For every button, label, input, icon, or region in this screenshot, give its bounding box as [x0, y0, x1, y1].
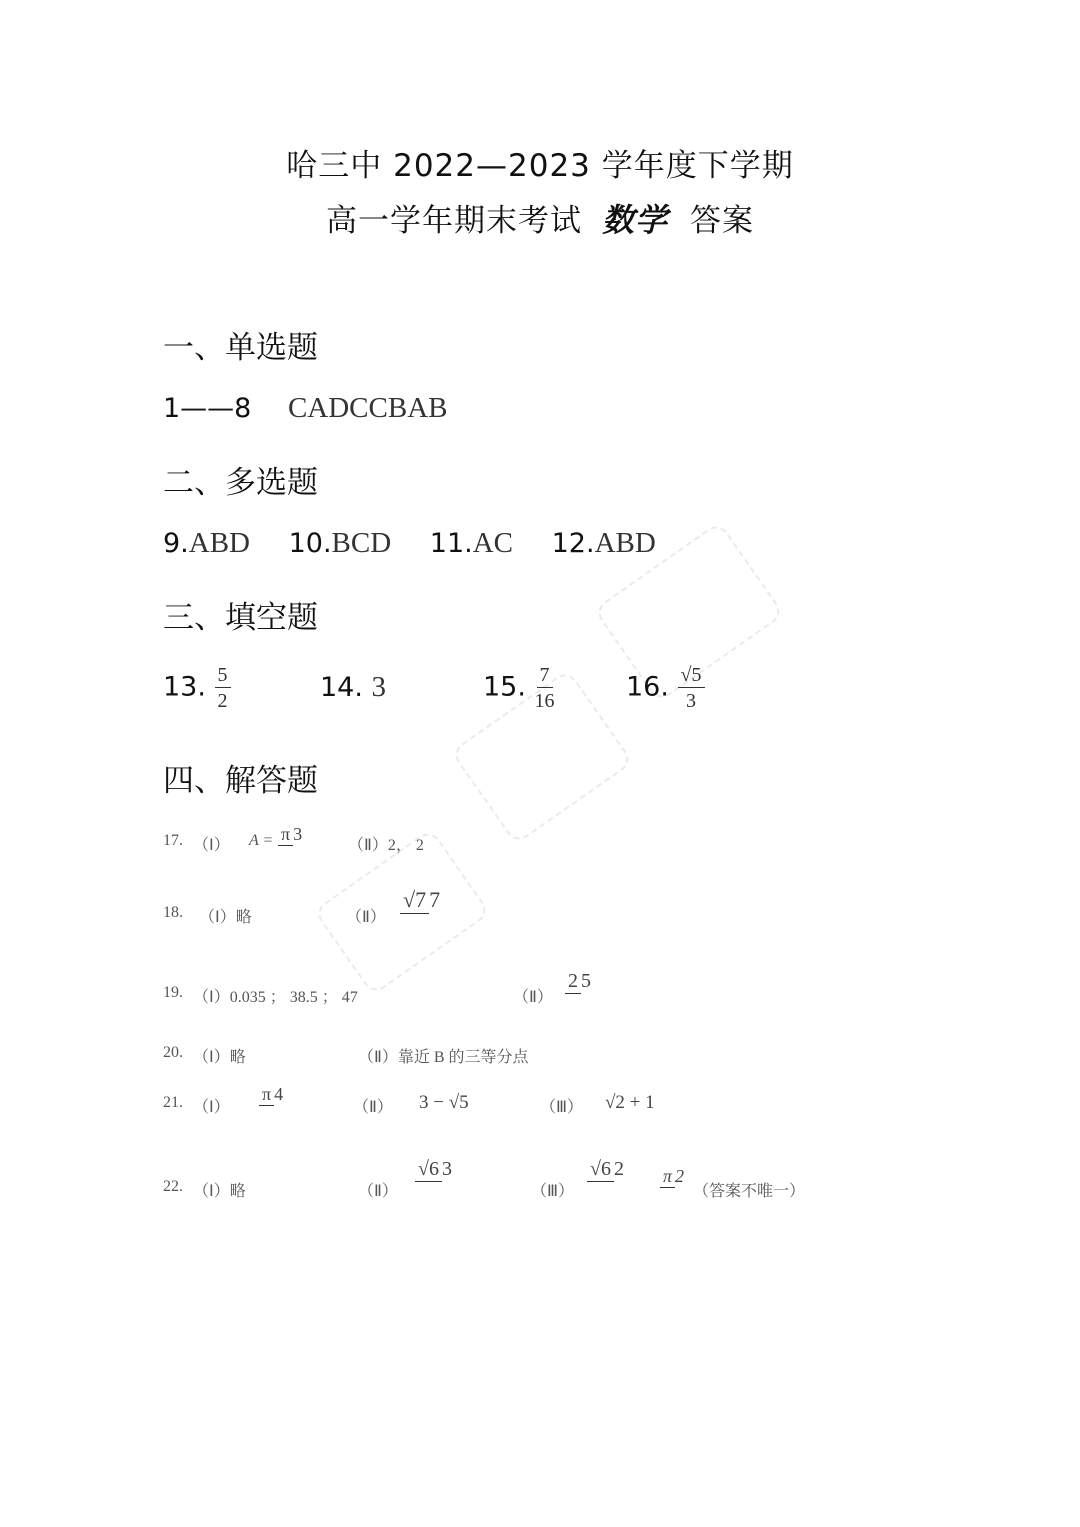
answer-expr: 3 − √5 — [419, 1092, 469, 1113]
part-2: （Ⅱ）靠近 B 的三等分点 — [358, 1049, 529, 1066]
fraction — [259, 1082, 283, 1106]
question-number: 21. — [163, 1094, 183, 1111]
denominator: 2 — [613, 1158, 624, 1180]
question-number: 14. — [320, 672, 363, 703]
denominator: 5 — [581, 970, 591, 992]
section-single-choice: 一、单选题 — [163, 330, 318, 366]
part-2: （Ⅱ） — [346, 909, 386, 926]
question-number: 12. — [551, 528, 595, 559]
fraction — [535, 665, 555, 711]
denominator: 3 — [686, 690, 697, 712]
subject-label: 数学 — [601, 201, 668, 239]
numerator: √7 — [400, 889, 429, 914]
q13 — [163, 665, 231, 711]
fraction — [278, 822, 302, 846]
section-solutions: 四、解答题 — [163, 763, 318, 799]
question-number: 19. — [163, 984, 183, 1001]
numerator: 7 — [537, 665, 553, 688]
multi-choice-row — [163, 527, 656, 560]
answer: ABD — [594, 527, 656, 559]
fraction — [415, 1156, 452, 1182]
answer-note: （答案不唯一） — [693, 1183, 806, 1200]
question-number: 16. — [626, 671, 669, 703]
answer-label: 答案 — [690, 203, 754, 239]
question-number: 20. — [163, 1044, 183, 1061]
answer-expr: √2 + 1 — [605, 1092, 655, 1113]
part-1: （Ⅰ）略 — [193, 1049, 246, 1066]
numerator: π — [278, 825, 293, 846]
denominator: 7 — [429, 887, 441, 912]
part-2: （Ⅱ） — [358, 1183, 398, 1200]
q15 — [483, 665, 555, 711]
question-number: 9. — [163, 528, 189, 559]
question-number: 11. — [429, 528, 473, 559]
part-1: （Ⅰ）0.035 ； 38.5 ； 47 — [193, 989, 358, 1006]
question-number: 18. — [163, 904, 183, 921]
question-range: 1——8 — [163, 393, 252, 424]
answer: BCD — [331, 527, 392, 559]
numerator: √6 — [415, 1159, 442, 1182]
numerator: π — [660, 1167, 675, 1188]
page-title: 哈三中 2022—2023 学年度下学期 — [286, 148, 794, 184]
numerator: √6 — [587, 1159, 614, 1182]
part-2: （Ⅱ）2， 2 — [348, 837, 424, 854]
page-subtitle — [0, 195, 1080, 241]
part-2: （Ⅱ） — [353, 1099, 393, 1116]
question-number: 10. — [288, 528, 332, 559]
denominator: 16 — [534, 690, 555, 712]
exam-name: 高一学年期末考试 — [325, 203, 582, 239]
part-1: （Ⅰ） — [193, 1099, 230, 1116]
single-choice-answers: CADCCBAB — [287, 392, 448, 424]
fraction — [215, 665, 231, 711]
fraction — [565, 968, 591, 994]
q16 — [626, 665, 705, 711]
denominator: 2 — [675, 1166, 685, 1186]
denominator: 4 — [274, 1084, 284, 1104]
question-number: 15. — [483, 671, 526, 703]
part-3: （Ⅲ） — [531, 1183, 575, 1200]
section-multi-choice: 二、多选题 — [163, 465, 318, 501]
question-number: 13. — [163, 671, 206, 703]
part-3: （Ⅲ） — [540, 1099, 584, 1116]
answer: ABD — [188, 527, 250, 559]
answer: 3 — [371, 671, 387, 703]
fraction — [678, 665, 705, 711]
single-choice-row — [163, 392, 448, 425]
fraction — [660, 1164, 684, 1188]
denominator: 2 — [217, 690, 228, 712]
fraction — [587, 1156, 624, 1182]
section-fill-blank: 三、填空题 — [163, 600, 318, 636]
part-1: （Ⅰ） — [193, 837, 230, 854]
numerator: √5 — [678, 665, 705, 688]
fraction — [400, 886, 440, 914]
answer-expr: A = — [249, 832, 274, 849]
denominator: 3 — [293, 824, 303, 844]
part-2: （Ⅱ） — [513, 989, 553, 1006]
q14 — [320, 671, 386, 704]
part-1: （Ⅰ）略 — [193, 1183, 246, 1200]
answer: AC — [472, 527, 514, 559]
part-1: （Ⅰ）略 — [199, 909, 252, 926]
numerator: 5 — [215, 665, 231, 688]
numerator: π — [259, 1085, 274, 1106]
denominator: 3 — [441, 1158, 452, 1180]
numerator: 2 — [565, 971, 581, 994]
question-number: 22. — [163, 1178, 183, 1195]
